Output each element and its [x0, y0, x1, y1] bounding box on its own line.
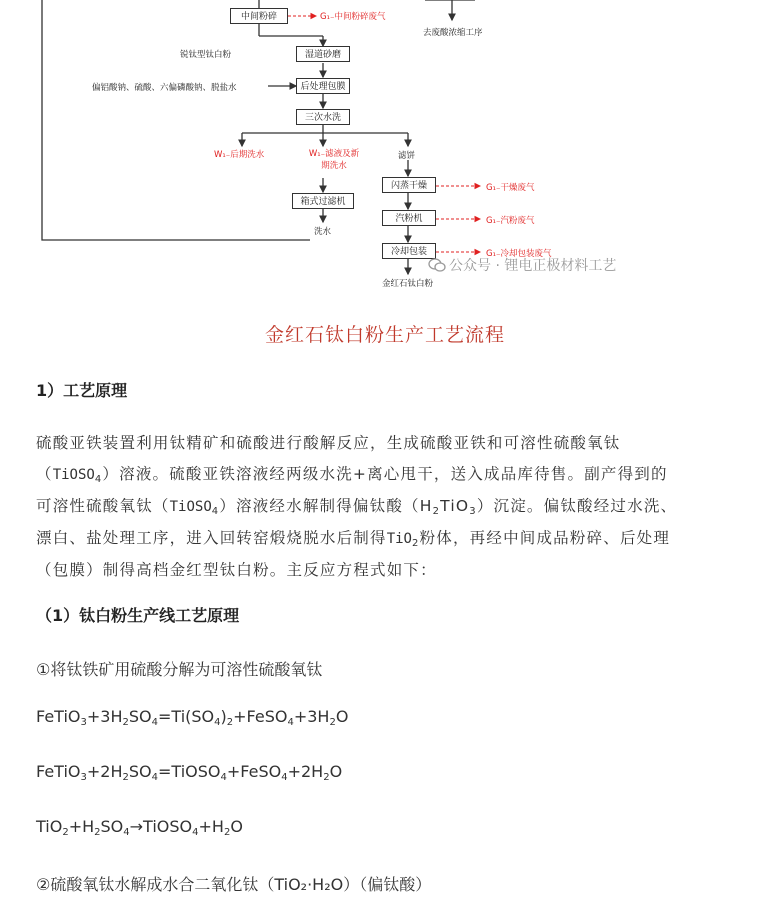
equation-subscript: 2: [62, 827, 69, 838]
emission-pack: G₁₋冷却包装废气: [486, 249, 552, 259]
equation-subscript: 4: [220, 772, 227, 783]
equation-term: +H: [198, 817, 224, 836]
equation-term: →TiOSO: [129, 817, 193, 836]
para-line-5: （包膜）制得高档金红型钛白粉。主反应方程式如下：: [36, 561, 437, 579]
equation-term: +2H: [287, 762, 324, 781]
equation-subscript: 2: [94, 827, 101, 838]
box-cool-pack: 冷却包装: [382, 243, 436, 259]
equation-3: [36, 817, 243, 836]
box-middle-crush: 中间粉碎: [230, 8, 288, 24]
label-additives: 偏铝酸钠、硫酸、六偏磷酸钠、脱盐水: [92, 83, 237, 93]
equation-term: FeTiO: [36, 762, 81, 781]
equation-1: [36, 707, 348, 726]
equation-subscript: 4: [192, 827, 199, 838]
equation-subscript: 2: [226, 717, 234, 728]
emission-dry: G₁₋干燥废气: [486, 183, 535, 193]
emission-jet: G₁₋汽粉废气: [486, 216, 535, 226]
box-wet-grind: 湿道砂磨: [296, 46, 350, 62]
emission-middle-crush: G₁₋中间粉碎废气: [320, 12, 386, 22]
equation-subscript: 2: [122, 717, 129, 728]
para-line-1: 硫酸亚铁装置利用钛精矿和硫酸进行酸解反应，生成硫酸亚铁和可溶性硫酸氧钛: [36, 434, 621, 452]
label-rutile-white: 锐钛型钛白粉: [180, 50, 232, 60]
equation-term: O: [335, 707, 349, 726]
equation-subscript: 4: [214, 717, 221, 728]
equation-subscript: 3: [80, 717, 87, 728]
equation-subscript: 3: [80, 772, 87, 783]
watermark: [428, 255, 616, 275]
equation-subscript: 2: [223, 827, 231, 838]
box-plate-filter: 箱式过滤机: [292, 193, 354, 209]
equation-term: +FeSO: [226, 762, 282, 781]
step-1-text: ①将钛铁矿用硫酸分解为可溶性硫酸氧钛: [36, 660, 323, 679]
equation-term: +3H: [86, 707, 123, 726]
equation-term: +2H: [86, 762, 123, 781]
emission-filtrate: W₁₋滤液及新期洗水: [308, 149, 360, 171]
equation-subscript: 4: [281, 772, 288, 783]
emission-late-wash: W₁₋后期洗水: [214, 150, 265, 160]
equation-subscript: 2: [323, 772, 330, 783]
label-product: 金红石钛白粉: [382, 279, 434, 289]
equation-term: ): [220, 707, 227, 726]
box-third-wash: 三次水洗: [296, 109, 350, 125]
equation-subscript: 4: [287, 717, 294, 728]
label-wash-water: 洗水: [314, 227, 332, 237]
equation-2: [36, 762, 342, 781]
section-heading-principle: 1）工艺原理: [36, 381, 128, 400]
equation-term: FeTiO: [36, 707, 81, 726]
equation-subscript: 4: [151, 717, 158, 728]
section-heading-line-principle: （1）钛白粉生产线工艺原理: [36, 606, 240, 625]
equation-term: +FeSO: [233, 707, 288, 726]
principle-paragraph: 硫酸亚铁装置利用钛精矿和硫酸进行酸解反应，生成硫酸亚铁和可溶性硫酸氧钛 （TiOSO$_4$）溶液。硫酸亚铁溶液经两级水洗+离心甩干，送入成品库待售。副产得到的 可溶性硫酸氧钛（TiOSO$_4$）溶液经水解制得偏钛酸$(H_2TiO_3)$沉淀。偏钛酸经过水洗、 漂白、盐处理工序，进入回转窑煅烧脱水后制得TiO$_2$粉体，再经中间成品粉碎、后处理 （包膜）制得高档金红型钛白粉。主反应方程式如下：: [36, 434, 678, 579]
figure-caption: 金红石钛白粉生产工艺流程: [264, 324, 505, 346]
wechat-icon: [428, 258, 446, 272]
label-to-waste-acid: 去废酸浓缩工序: [423, 28, 483, 38]
watermark-text: 公众号 · 锂电正极材料工艺: [449, 258, 617, 274]
equation-term: O: [230, 817, 243, 836]
equation-term: SO: [100, 817, 124, 836]
box-post-treat: 后处理包膜: [296, 78, 350, 94]
equation-term: =Ti(SO: [158, 707, 215, 726]
step-2-text: ②硫酸氧钛水解成水合二氧化钛（TiO₂·H₂O）（偏钛酸）: [36, 875, 432, 894]
equation-term: +H: [68, 817, 95, 836]
equation-term: SO: [128, 762, 152, 781]
equation-term: TiO: [36, 817, 63, 836]
box-flash-dry: 闪蒸干燥: [382, 177, 436, 193]
box-jet-mill: 汽粉机: [382, 210, 436, 226]
equation-term: =TiOSO: [158, 762, 221, 781]
label-filter-cake: 滤饼: [398, 151, 416, 161]
equation-term: O: [329, 762, 343, 781]
equation-term: SO: [128, 707, 152, 726]
process-flowchart: [0, 0, 770, 300]
equation-term: +3H: [293, 707, 330, 726]
equation-subscript: 2: [122, 772, 129, 783]
equation-subscript: 4: [123, 827, 130, 838]
equation-subscript: 4: [151, 772, 158, 783]
equation-subscript: 2: [329, 717, 336, 728]
